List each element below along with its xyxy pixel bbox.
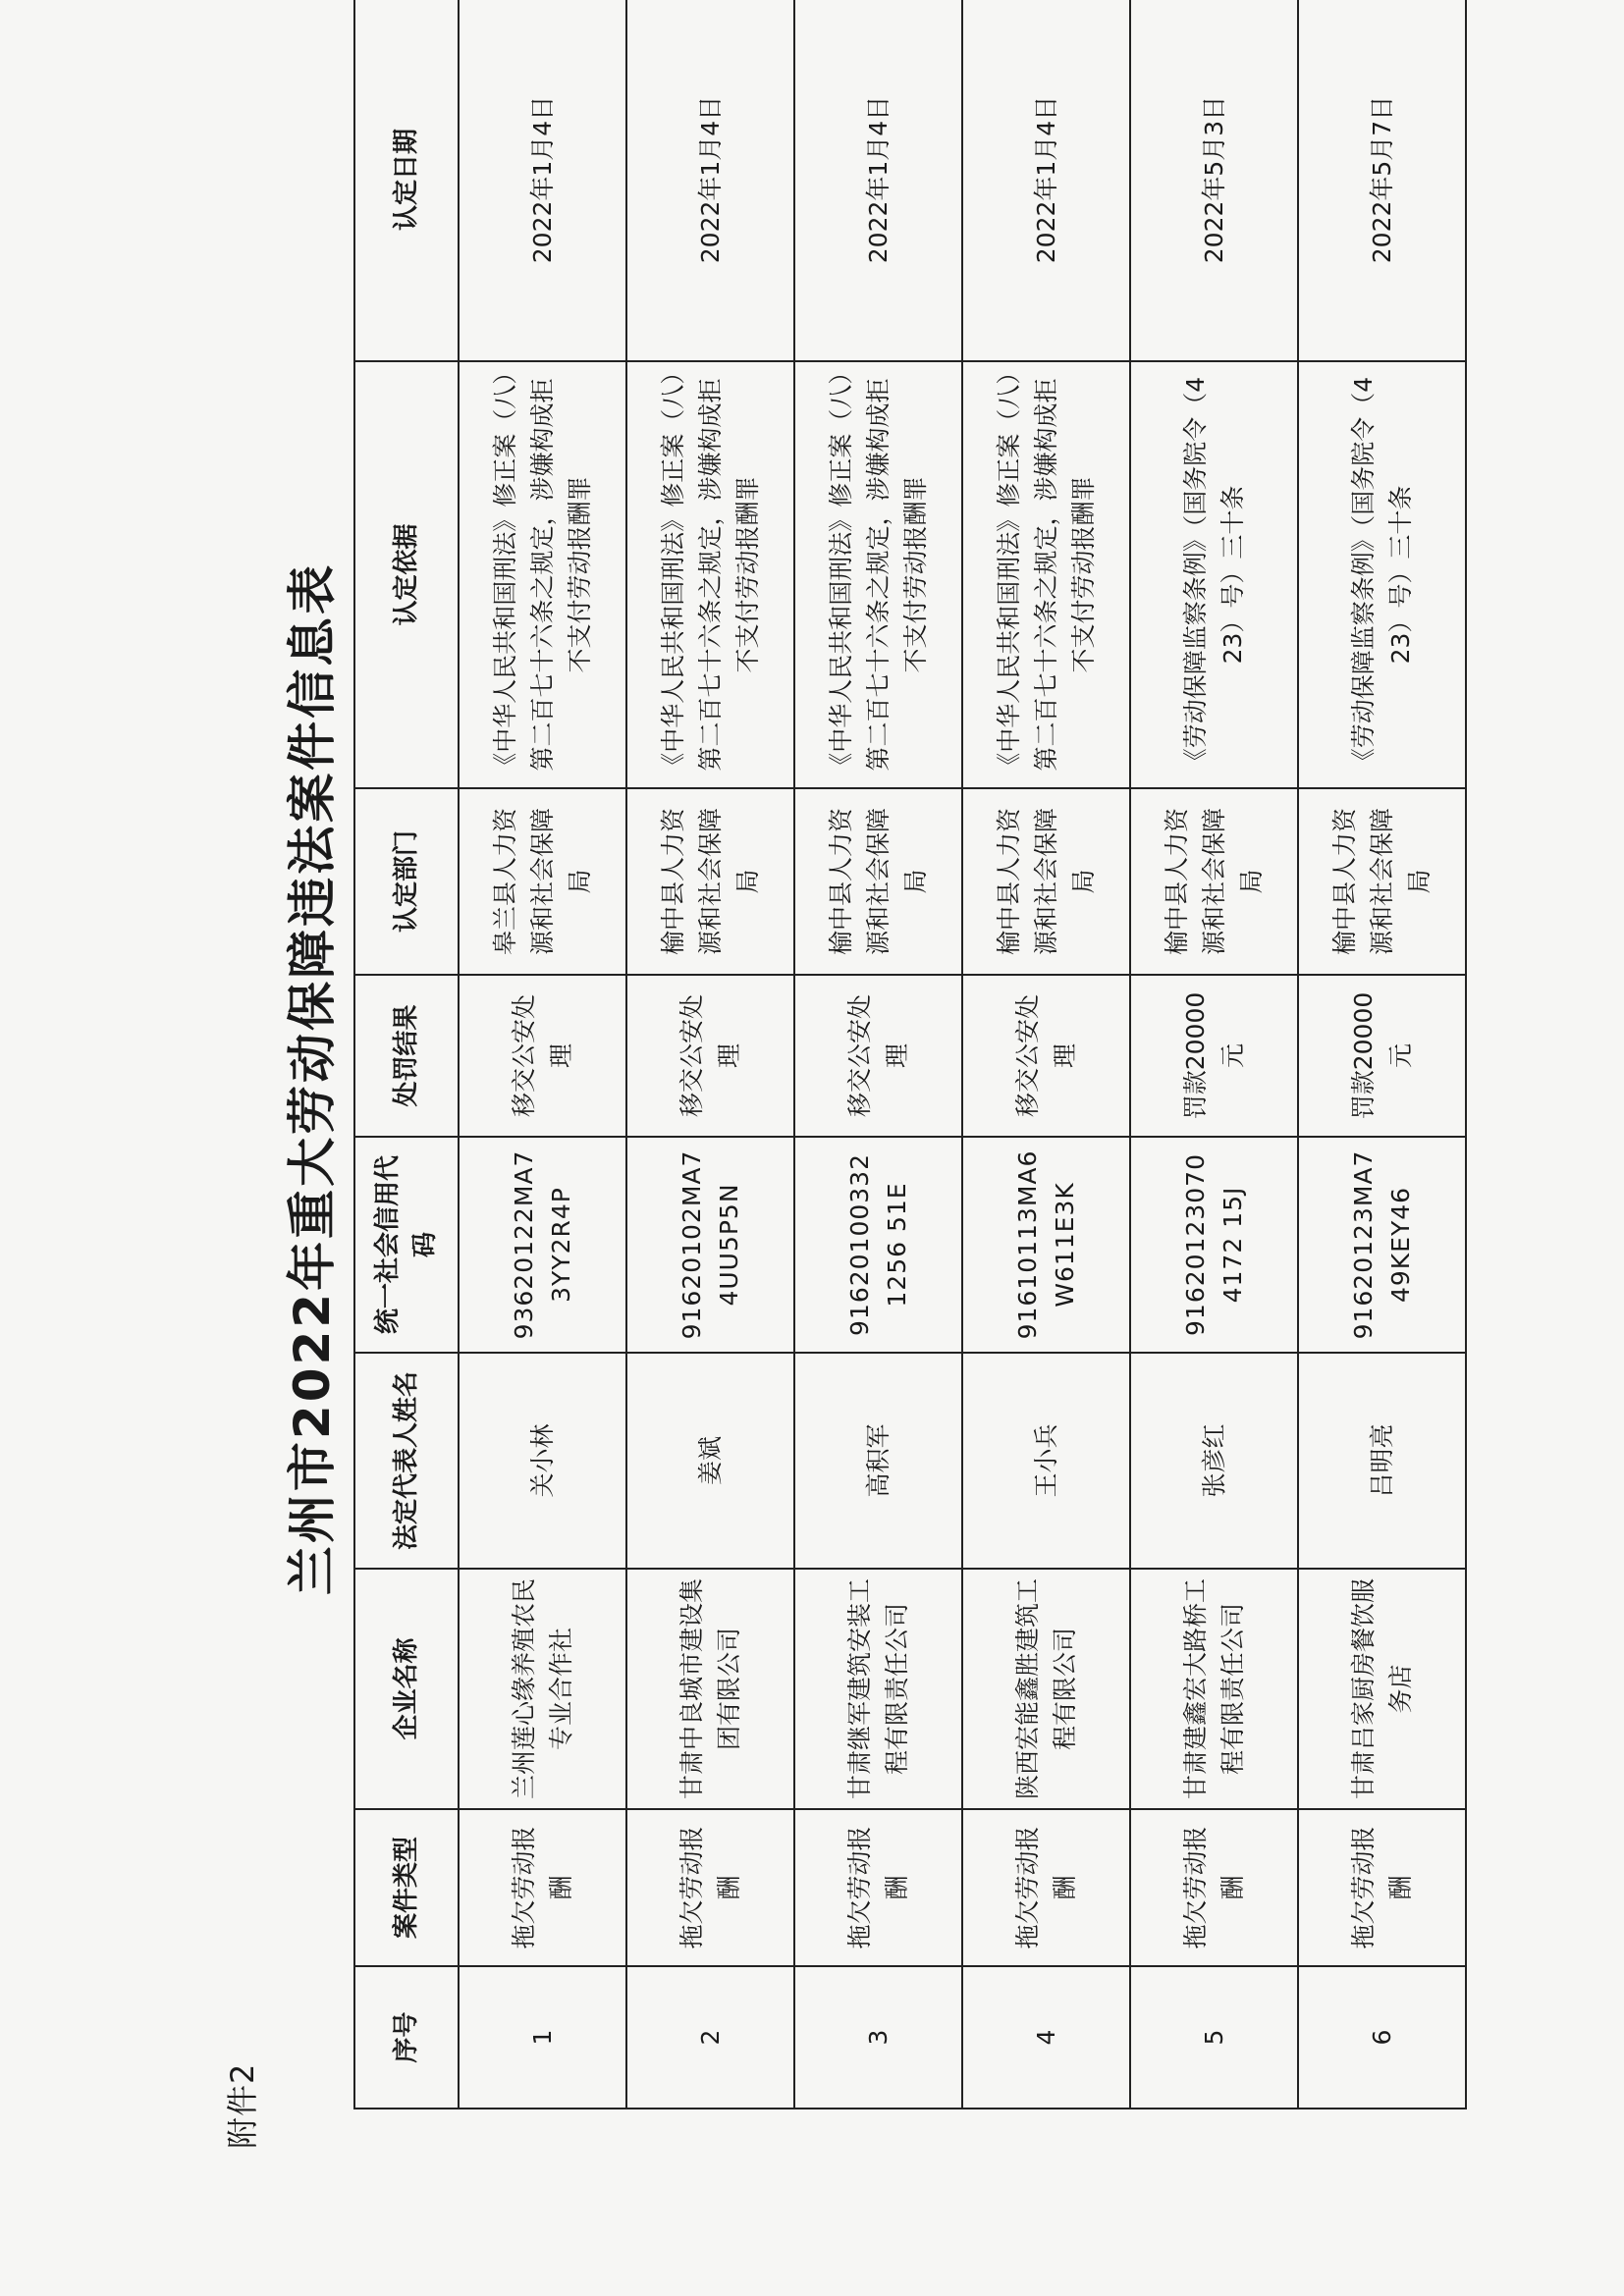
header-seq: 序号	[354, 1966, 459, 2109]
cell-credit-code: 916201230704172 15J	[1130, 1137, 1298, 1353]
cell-date: 2022年1月4日	[962, 0, 1130, 361]
cell-credit-code: 91620102MA74UU5P5N	[626, 1137, 794, 1353]
cell-basis: 《中华人民共和国刑法》修正案（八）第二百七十六条之规定，涉嫌构成拒不支付劳动报酬罪	[794, 361, 962, 788]
cell-seq: 2	[626, 1966, 794, 2109]
cell-legal-rep: 姜斌	[626, 1353, 794, 1569]
cell-credit-code: 916201003321256 51E	[794, 1137, 962, 1353]
cell-credit-code: 91620123MA749KEY46	[1298, 1137, 1466, 1353]
cell-seq: 6	[1298, 1966, 1466, 2109]
cell-legal-rep: 关小林	[459, 1353, 626, 1569]
cell-credit-code: 91610113MA6W611E3K	[962, 1137, 1130, 1353]
cell-penalty: 移交公安处理	[794, 975, 962, 1137]
case-table	[353, 0, 1467, 2109]
cell-case-type: 拖欠劳动报酬	[459, 1809, 626, 1966]
cell-date: 2022年5月3日	[1130, 0, 1298, 361]
table-row	[626, 0, 794, 2109]
cell-case-type: 拖欠劳动报酬	[1298, 1809, 1466, 1966]
cell-basis: 《中华人民共和国刑法》修正案（八）第二百七十六条之规定，涉嫌构成拒不支付劳动报酬罪	[626, 361, 794, 788]
cell-seq: 1	[459, 1966, 626, 2109]
cell-department: 榆中县人力资源和社会保障局	[1298, 788, 1466, 975]
document-title: 兰州市2022年重大劳动保障违法案件信息表	[284, 561, 341, 1596]
cell-company: 甘肃建鑫宏大路桥工程有限责任公司	[1130, 1569, 1298, 1809]
table-row	[1298, 0, 1466, 2109]
table-row	[962, 0, 1130, 2109]
table-row	[794, 0, 962, 2109]
cell-department: 榆中县人力资源和社会保障局	[626, 788, 794, 975]
cell-case-type: 拖欠劳动报酬	[962, 1809, 1130, 1966]
cell-seq: 5	[1130, 1966, 1298, 2109]
cell-date: 2022年1月4日	[459, 0, 626, 361]
cell-company: 兰州莲心缘养殖农民专业合作社	[459, 1569, 626, 1809]
cell-legal-rep: 王小兵	[962, 1353, 1130, 1569]
cell-department: 榆中县人力资源和社会保障局	[794, 788, 962, 975]
attachment-label: 附件2	[224, 2062, 261, 2149]
cell-seq: 3	[794, 1966, 962, 2109]
table-row	[1130, 0, 1298, 2109]
header-legal-rep: 法定代表人姓名	[354, 1353, 459, 1569]
header-company: 企业名称	[354, 1569, 459, 1809]
header-basis: 认定依据	[354, 361, 459, 788]
cell-legal-rep: 吕明亮	[1298, 1353, 1466, 1569]
header-penalty: 处罚结果	[354, 975, 459, 1137]
cell-case-type: 拖欠劳动报酬	[626, 1809, 794, 1966]
cell-date: 2022年1月4日	[626, 0, 794, 361]
table-header-row	[354, 0, 459, 2109]
header-credit-code: 统一社会信用代码	[354, 1137, 459, 1353]
cell-credit-code: 93620122MA73YY2R4P	[459, 1137, 626, 1353]
header-department: 认定部门	[354, 788, 459, 975]
cell-penalty: 移交公安处理	[459, 975, 626, 1137]
cell-department: 榆中县人力资源和社会保障局	[962, 788, 1130, 975]
header-case-type: 案件类型	[354, 1809, 459, 1966]
cell-basis: 《中华人民共和国刑法》修正案（八）第二百七十六条之规定，涉嫌构成拒不支付劳动报酬罪	[459, 361, 626, 788]
cell-penalty: 移交公安处理	[962, 975, 1130, 1137]
cell-penalty: 罚款20000元	[1130, 975, 1298, 1137]
cell-department: 皋兰县人力资源和社会保障局	[459, 788, 626, 975]
cell-legal-rep: 张彦红	[1130, 1353, 1298, 1569]
cell-basis: 《中华人民共和国刑法》修正案（八）第二百七十六条之规定，涉嫌构成拒不支付劳动报酬罪	[962, 361, 1130, 788]
cell-date: 2022年5月7日	[1298, 0, 1466, 361]
cell-company: 甘肃中良城市建设集团有限公司	[626, 1569, 794, 1809]
cell-seq: 4	[962, 1966, 1130, 2109]
cell-basis: 《劳动保障监察条例》（国务院令（423）号）三十条	[1130, 361, 1298, 788]
table-row	[459, 0, 626, 2109]
cell-company: 甘肃吕家厨房餐饮服务店	[1298, 1569, 1466, 1809]
header-date: 认定日期	[354, 0, 459, 361]
cell-date: 2022年1月4日	[794, 0, 962, 361]
cell-company: 甘肃继军建筑安装工程有限责任公司	[794, 1569, 962, 1809]
cell-legal-rep: 高积军	[794, 1353, 962, 1569]
cell-basis: 《劳动保障监察条例》（国务院令（423）号）三十条	[1298, 361, 1466, 788]
cell-case-type: 拖欠劳动报酬	[794, 1809, 962, 1966]
cell-case-type: 拖欠劳动报酬	[1130, 1809, 1298, 1966]
cell-penalty: 罚款20000元	[1298, 975, 1466, 1137]
cell-company: 陕西宏能鑫胜建筑工程有限公司	[962, 1569, 1130, 1809]
cell-penalty: 移交公安处理	[626, 975, 794, 1137]
cell-department: 榆中县人力资源和社会保障局	[1130, 788, 1298, 975]
